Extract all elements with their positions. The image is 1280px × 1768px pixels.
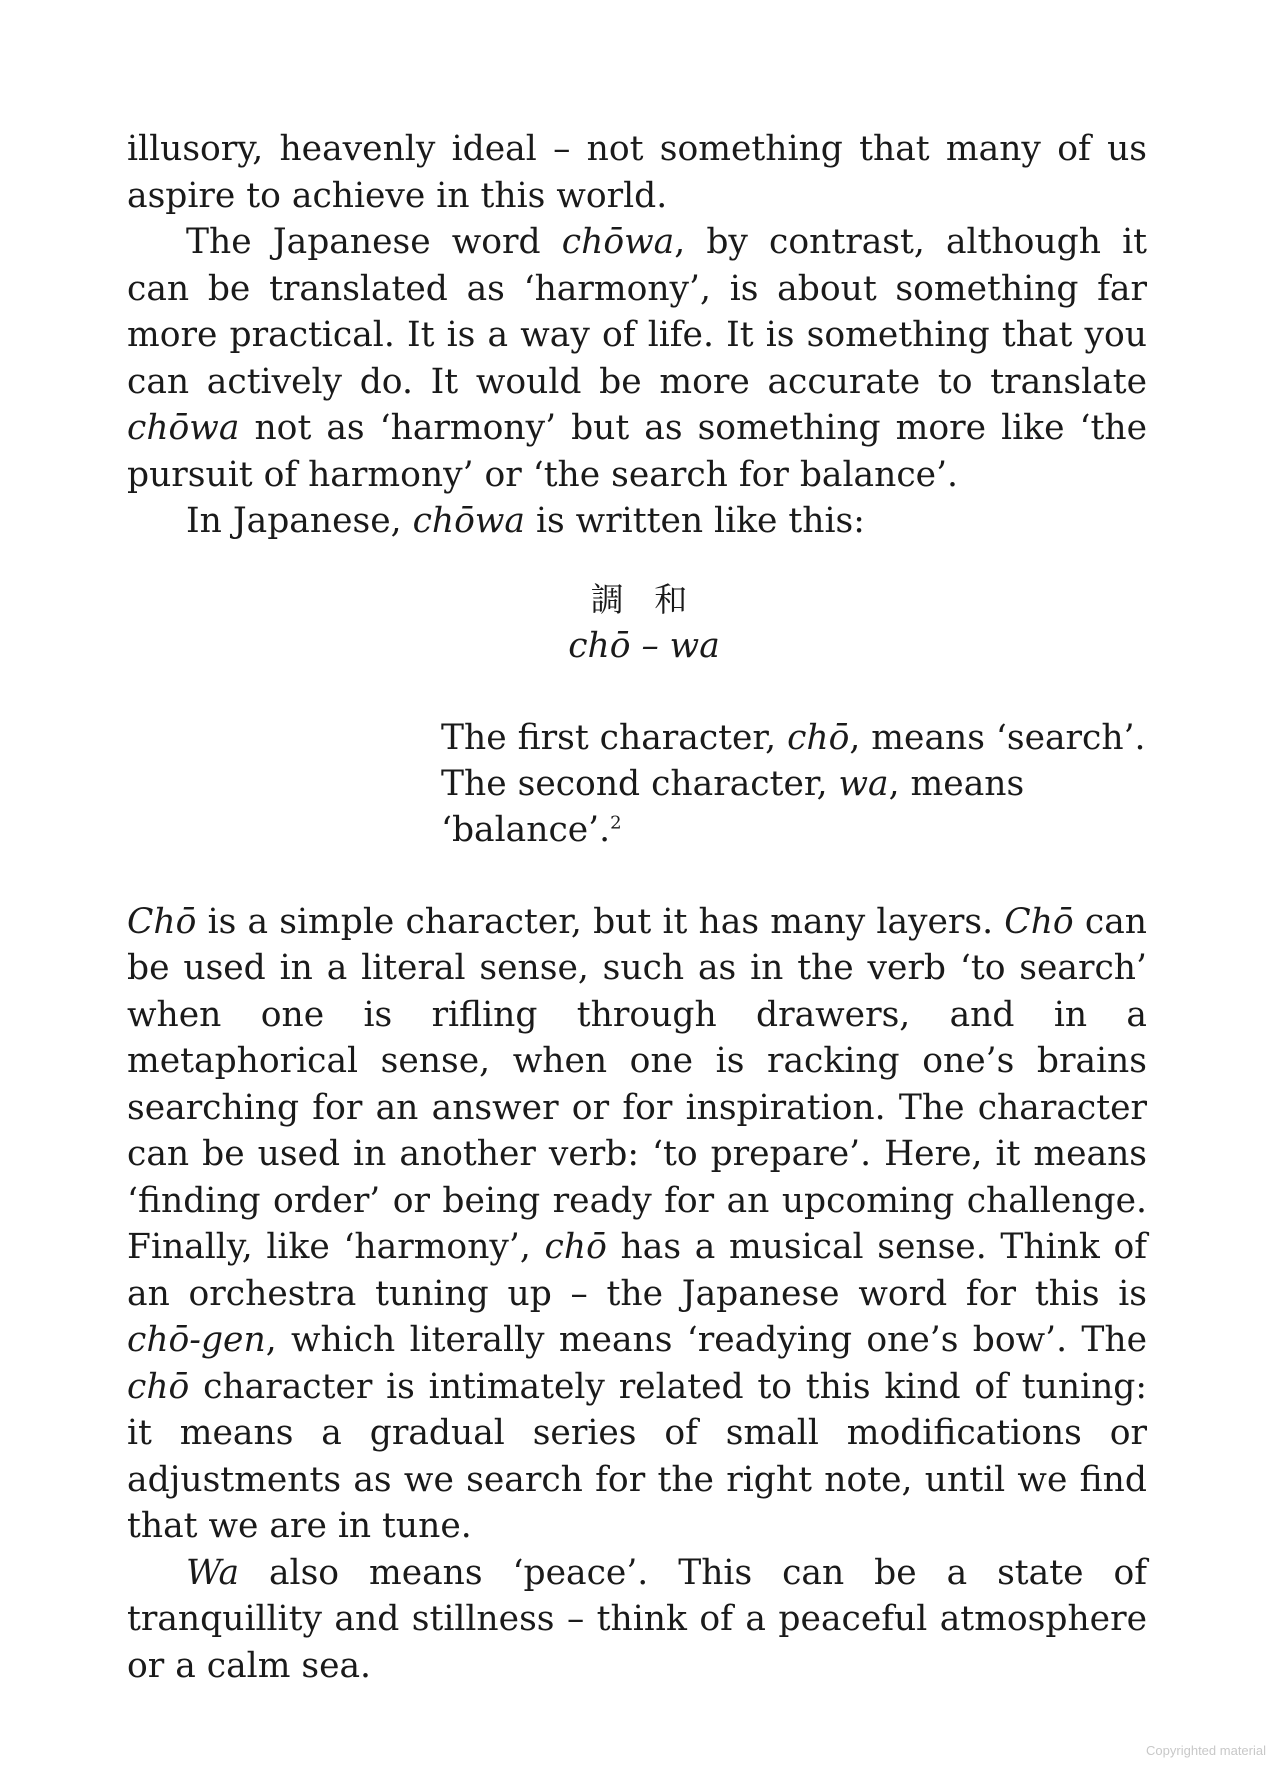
paragraph-1 [127, 126, 1147, 219]
cho-gen-italic: chō-gen [127, 1320, 266, 1360]
paragraph-2-text-a: The Japanese word [186, 222, 562, 262]
paragraph-2 [127, 219, 1147, 498]
paragraph-2-text-e: not as ‘harmony’ but as something more like ‘the pursuit of harmony’ or ‘the search for balance’. [127, 408, 1147, 495]
kanji-characters: 調 和 [590, 579, 698, 619]
cho-italic: chō [127, 1366, 190, 1407]
meaning-2-text-a: The second character, [441, 763, 839, 804]
meaning-3-text: ‘balance’. [441, 809, 611, 850]
paragraph-5-text-b: also means ‘peace’. This can be a state of tranquillity and stillness – think of a peaceful atmosphere or a calm sea. [127, 1552, 1147, 1686]
paragraph-4 [127, 899, 1147, 1550]
meaning-2-text-c: , means [888, 763, 1025, 804]
paragraph-1-text: illusory, heavenly ideal – not something that many of us aspire to achieve in this world. [127, 129, 1147, 216]
kanji-display [141, 577, 1147, 669]
chowa-italic: chōwa [127, 408, 240, 448]
cho-italic: chō [787, 717, 850, 758]
paragraph-4-text-b: is a simple character, but it has many layers. [196, 901, 1005, 942]
paragraph-4-text-f: has a musical sense. Think of an orchestra tuning up – the Japanese word for this is [127, 1227, 1147, 1314]
cho-italic: Chō [127, 901, 197, 942]
copyright-watermark: Copyrighted material [1146, 1743, 1266, 1758]
wa-italic: wa [838, 763, 889, 804]
book-page [127, 126, 1147, 1689]
character-meanings [441, 715, 1147, 853]
chowa-italic: chōwa [561, 222, 675, 262]
footnote-marker[interactable]: 2 [610, 812, 622, 833]
chowa-italic: chōwa [412, 501, 525, 541]
kanji-romaji: chō – wa [568, 625, 720, 666]
paragraph-2-text-c: , by contrast, although it can be translated as ‘harmony’, is about something far more practical. It is a way of life. It is something that you can actively do. It would be more accurate to translate [127, 222, 1147, 402]
wa-italic: Wa [186, 1552, 240, 1593]
meaning-line-1 [441, 715, 1147, 761]
paragraph-3 [127, 498, 1147, 545]
cho-italic: Chō [1004, 901, 1074, 942]
cho-italic: chō [544, 1227, 607, 1267]
paragraph-4-text-j: character is intimately related to this kind of tuning: it means a gradual series of small modifications or adjustments as we search for the right note, until we find that we are in tune. [127, 1366, 1147, 1546]
paragraph-3-text-c: is written like this: [524, 501, 865, 541]
meaning-line-2 [441, 761, 1147, 807]
paragraph-5 [127, 1550, 1147, 1690]
paragraph-3-text-a: In Japanese, [186, 501, 413, 541]
paragraph-4-text-d: can be used in a literal sense, such as in the verb ‘to search’ when one is rifling through drawers, and in a metaphorical sense, when one is racking one’s brains searching for an answer or for inspiration. The character can be used in another verb: ‘to prepare’. Here, it means ‘finding order’ or being ready for an upcoming challenge. Finally, like ‘harmony’, [127, 901, 1147, 1267]
meaning-1-text-a: The first character, [441, 717, 788, 758]
meaning-line-3 [441, 807, 1147, 853]
paragraph-4-text-h: , which literally means ‘readying one’s bow’. The [265, 1320, 1147, 1360]
meaning-1-text-c: , means ‘search’. [849, 717, 1146, 758]
